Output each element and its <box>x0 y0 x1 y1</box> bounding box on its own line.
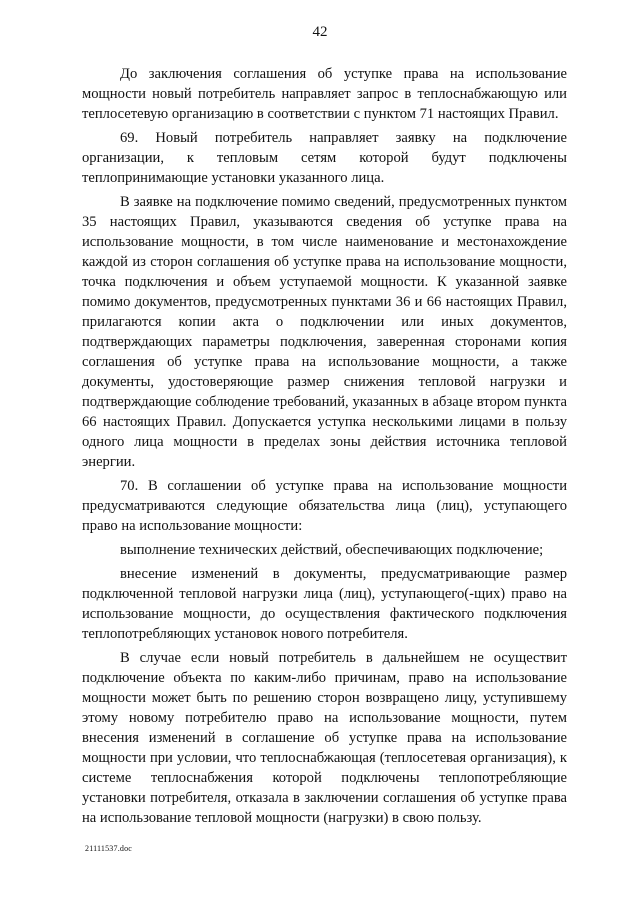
paragraph-return-of-right: В случае если новый потребитель в дальнейшем не осуществит подключение объекта по каким-либо причинам, право на использование мощности может быть по решению сторон возвращено лицу, уступившему этому новому потребителю право на использование мощности, путем внесения изменений в соглашение об уступке права на использование мощности при условии, что теплоснабжающая (теплосетевая организация), к системе теплоснабжения которой подключены теплопотребляющие установки потребителя, отказала в заключении соглашения об уступке права на использование тепловой мощности (нагрузки) в свою пользу. <box>82 650 567 826</box>
paragraph-obligation-documents: внесение изменений в документы, предусматривающие размер подключенной тепловой нагрузки лица (лиц), уступающего(-щих) право на использование мощности, до осуществления фактического подключения теплопотребляющих установок нового потребителя. <box>82 566 567 642</box>
paragraph-assignment-request: До заключения соглашения об уступке права на использование мощности новый потребитель направляет запрос в теплоснабжающую или теплосетевую организацию в соответствии с пунктом 71 настоящих Правил. <box>82 66 567 122</box>
file-name-footer: 21111537.doc <box>85 844 133 853</box>
page-number: 42 <box>312 24 328 40</box>
paragraph-70: 70. В соглашении об уступке права на использование мощности предусматриваются следующие обязательства лица (лиц), уступающего право на использование мощности: <box>82 478 567 534</box>
paragraph-obligation-technical: выполнение технических действий, обеспечивающих подключение; <box>120 542 544 558</box>
document-body <box>82 64 567 832</box>
paragraph-69: 69. Новый потребитель направляет заявку на подключение организации, к тепловым сетям которой будут подключены теплопринимающие установки указанного лица. <box>82 130 567 186</box>
paragraph-application-details: В заявке на подключение помимо сведений, предусмотренных пунктом 35 настоящих Правил, указываются сведения об уступке права на использование мощности, в том числе наименование и местонахождение каждой из сторон соглашения об уступке права на использование мощности, точка подключения и объем уступаемой мощности. К указанной заявке помимо документов, предусмотренных пунктами 36 и 66 настоящих Правил, прилагаются копии акта о подключении или иных документов, подтверждающих параметры подключения, заверенная сторонами копия соглашения об уступке права на использование мощности, а также документы, удостоверяющие размер снижения тепловой нагрузки и подтверждающие соблюдение требований, указанных в абзаце втором пункта 66 настоящих Правил. Допускается уступка несколькими лицами в пользу одного лица мощности в пределах зоны действия источника тепловой энергии. <box>82 194 567 470</box>
